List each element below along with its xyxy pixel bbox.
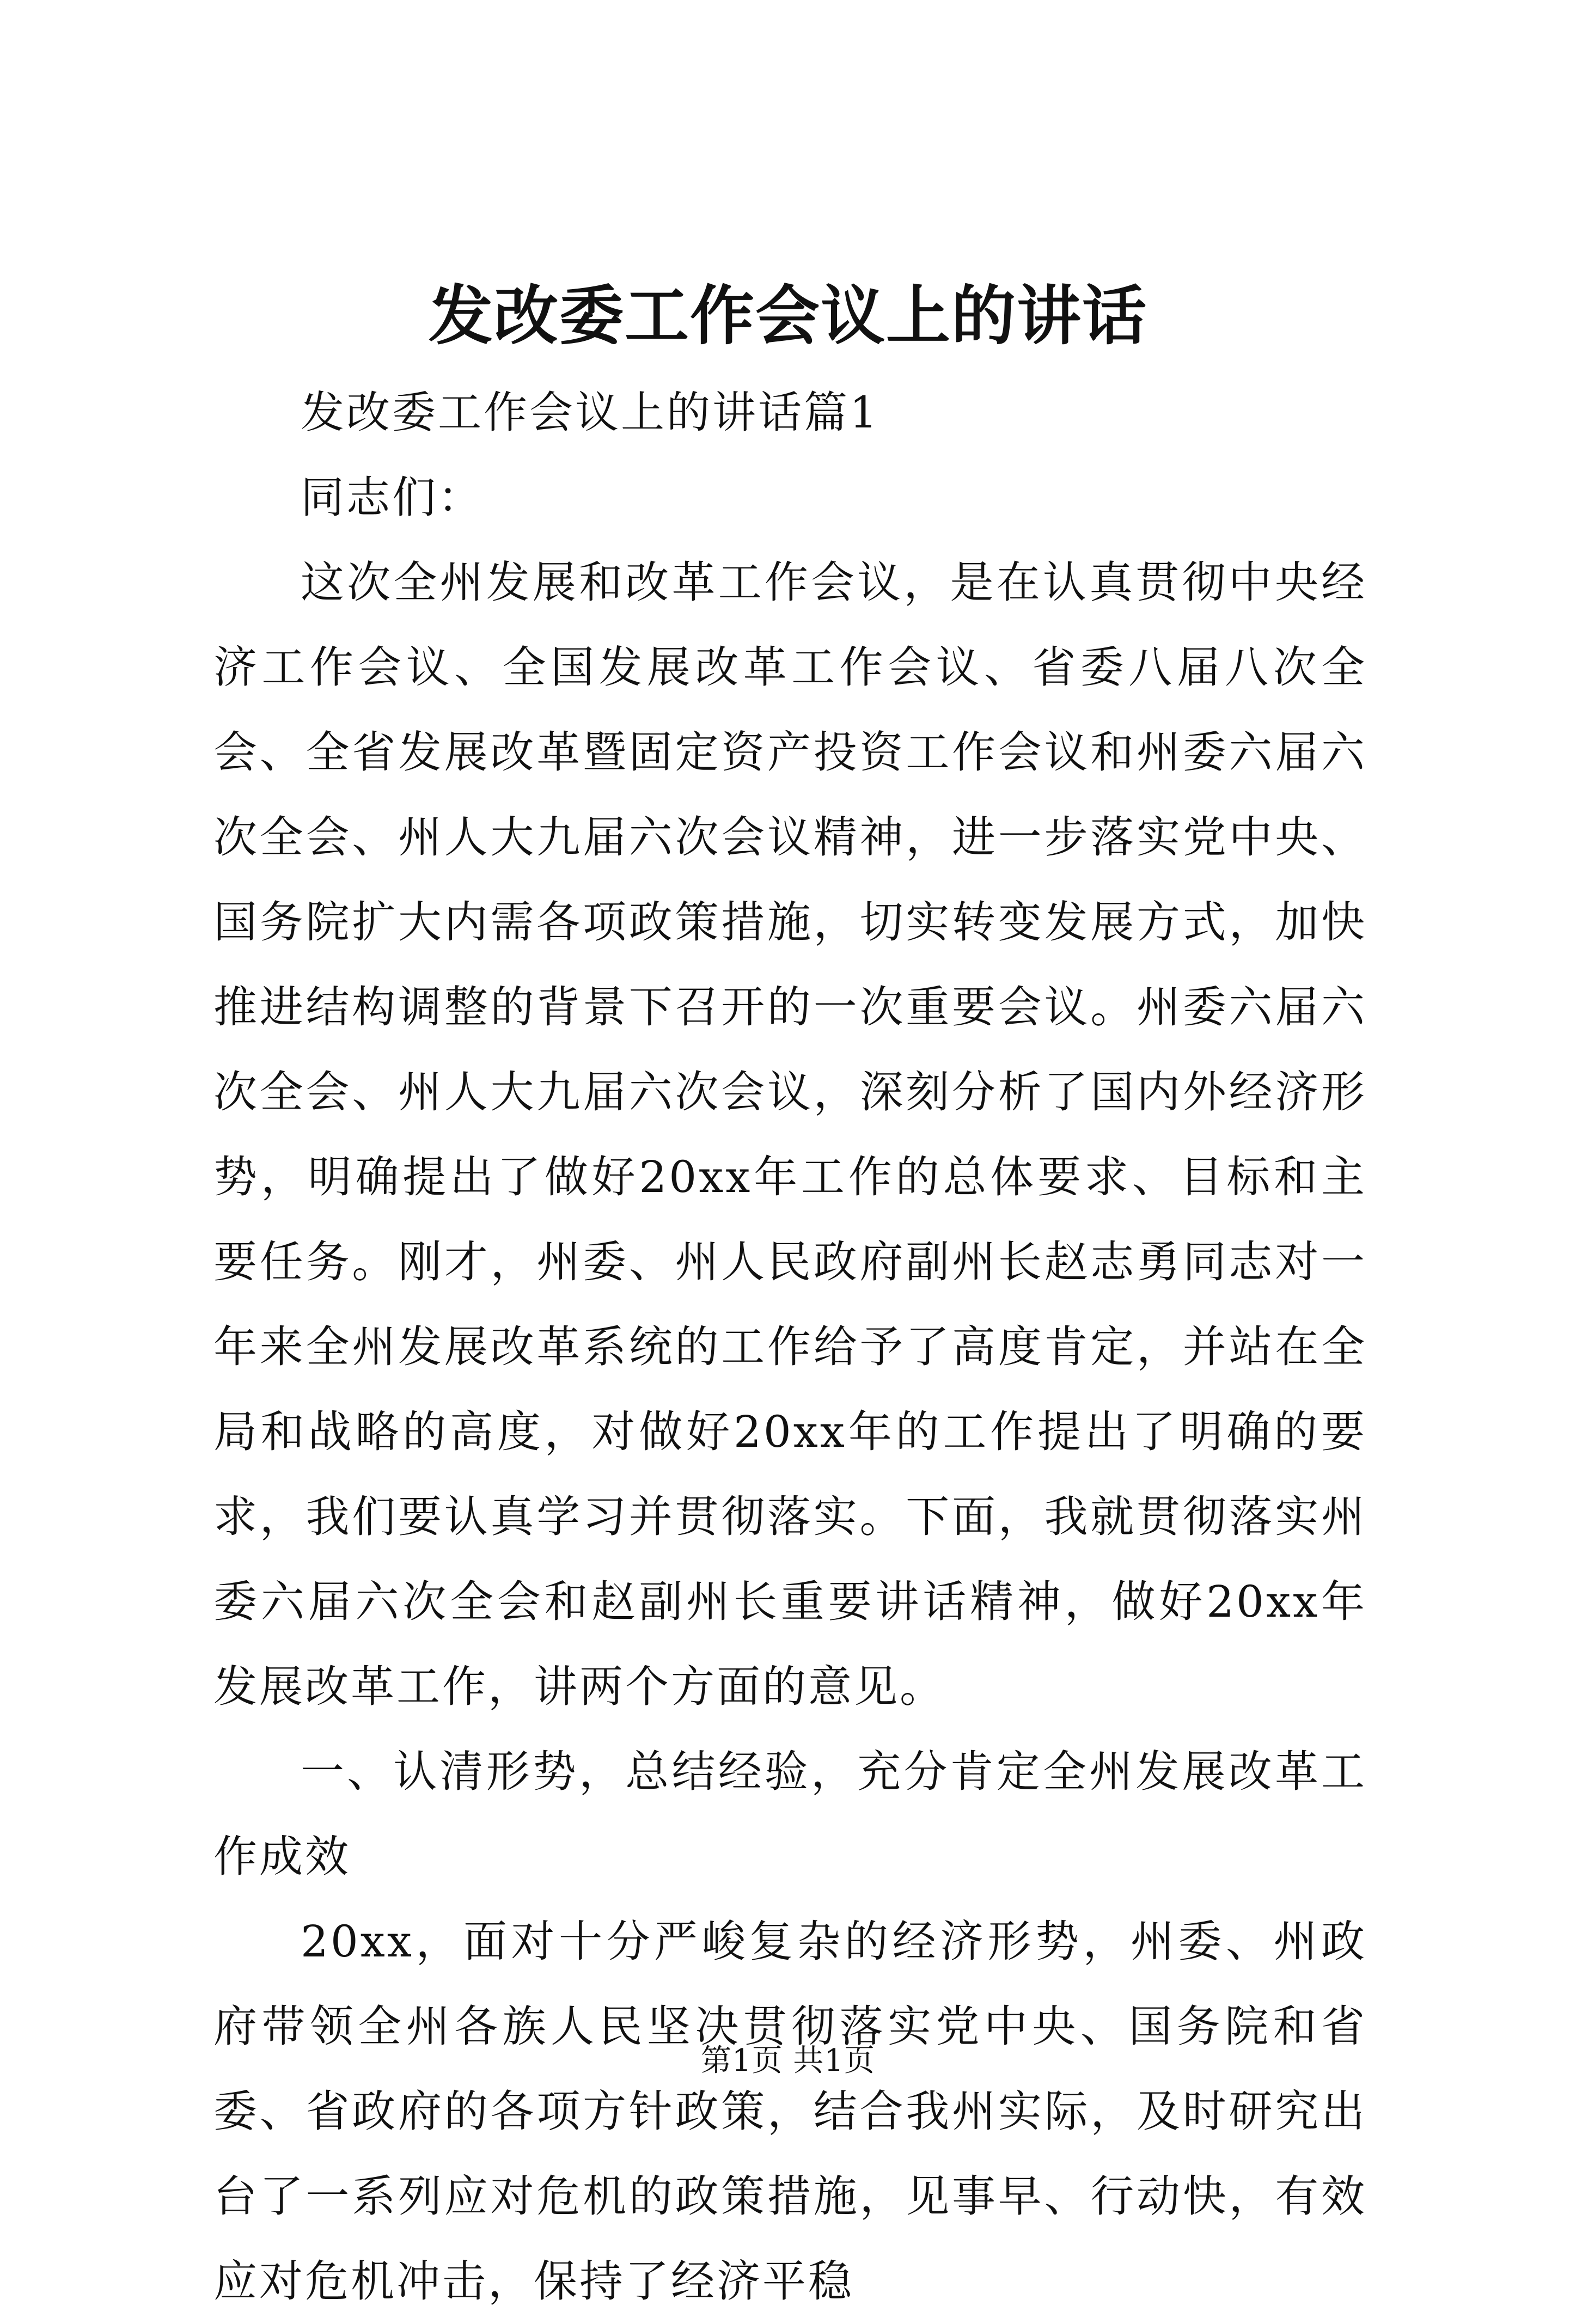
section-heading: 发改委工作会议上的讲话篇1: [301, 387, 879, 438]
page-footer: 第1页 共1页: [700, 2043, 876, 2078]
subsection-heading: 一、认清形势，总结经验，充分肯定全州发展改革工作成效: [213, 1746, 1367, 1882]
document-body: [213, 370, 1367, 2324]
body-paragraph: 20xx，面对十分严峻复杂的经济形势，州委、州政府带领全州各族人民坚决贯彻落实党中央、国务院和省委、省政府的各项方针政策，结合我州实际，及时研究出台了一系列应对危机的政策措施，见事早、行动快，有效应对危机冲击，保持了经济平稳: [213, 1916, 1367, 2307]
salutation: 同志们：: [301, 472, 484, 523]
body-paragraph: 这次全州发展和改革工作会议，是在认真贯彻中央经济工作会议、全国发展改革工作会议、省委八届八次全会、全省发展改革暨固定资产投资工作会议和州委六届六次全会、州人大九届六次会议精神，进一步落实党中央、国务院扩大内需各项政策措施，切实转变发展方式，加快推进结构调整的背景下召开的一次重要会议。州委六届六次全会、州人大九届六次会议，深刻分析了国内外经济形势，明确提出了做好20xx年工作的总体要求、目标和主要任务。刚才，州委、州人民政府副州长赵志勇同志对一年来全州发展改革系统的工作给予了高度肯定，并站在全局和战略的高度，对做好20xx年的工作提出了明确的要求，我们要认真学习并贯彻落实。下面，我就贯彻落实州委六届六次全会和赵副州长重要讲话精神，做好20xx年发展改革工作，讲两个方面的意见。: [213, 557, 1367, 1712]
document-title: 发改委工作会议上的讲话: [428, 278, 1147, 353]
